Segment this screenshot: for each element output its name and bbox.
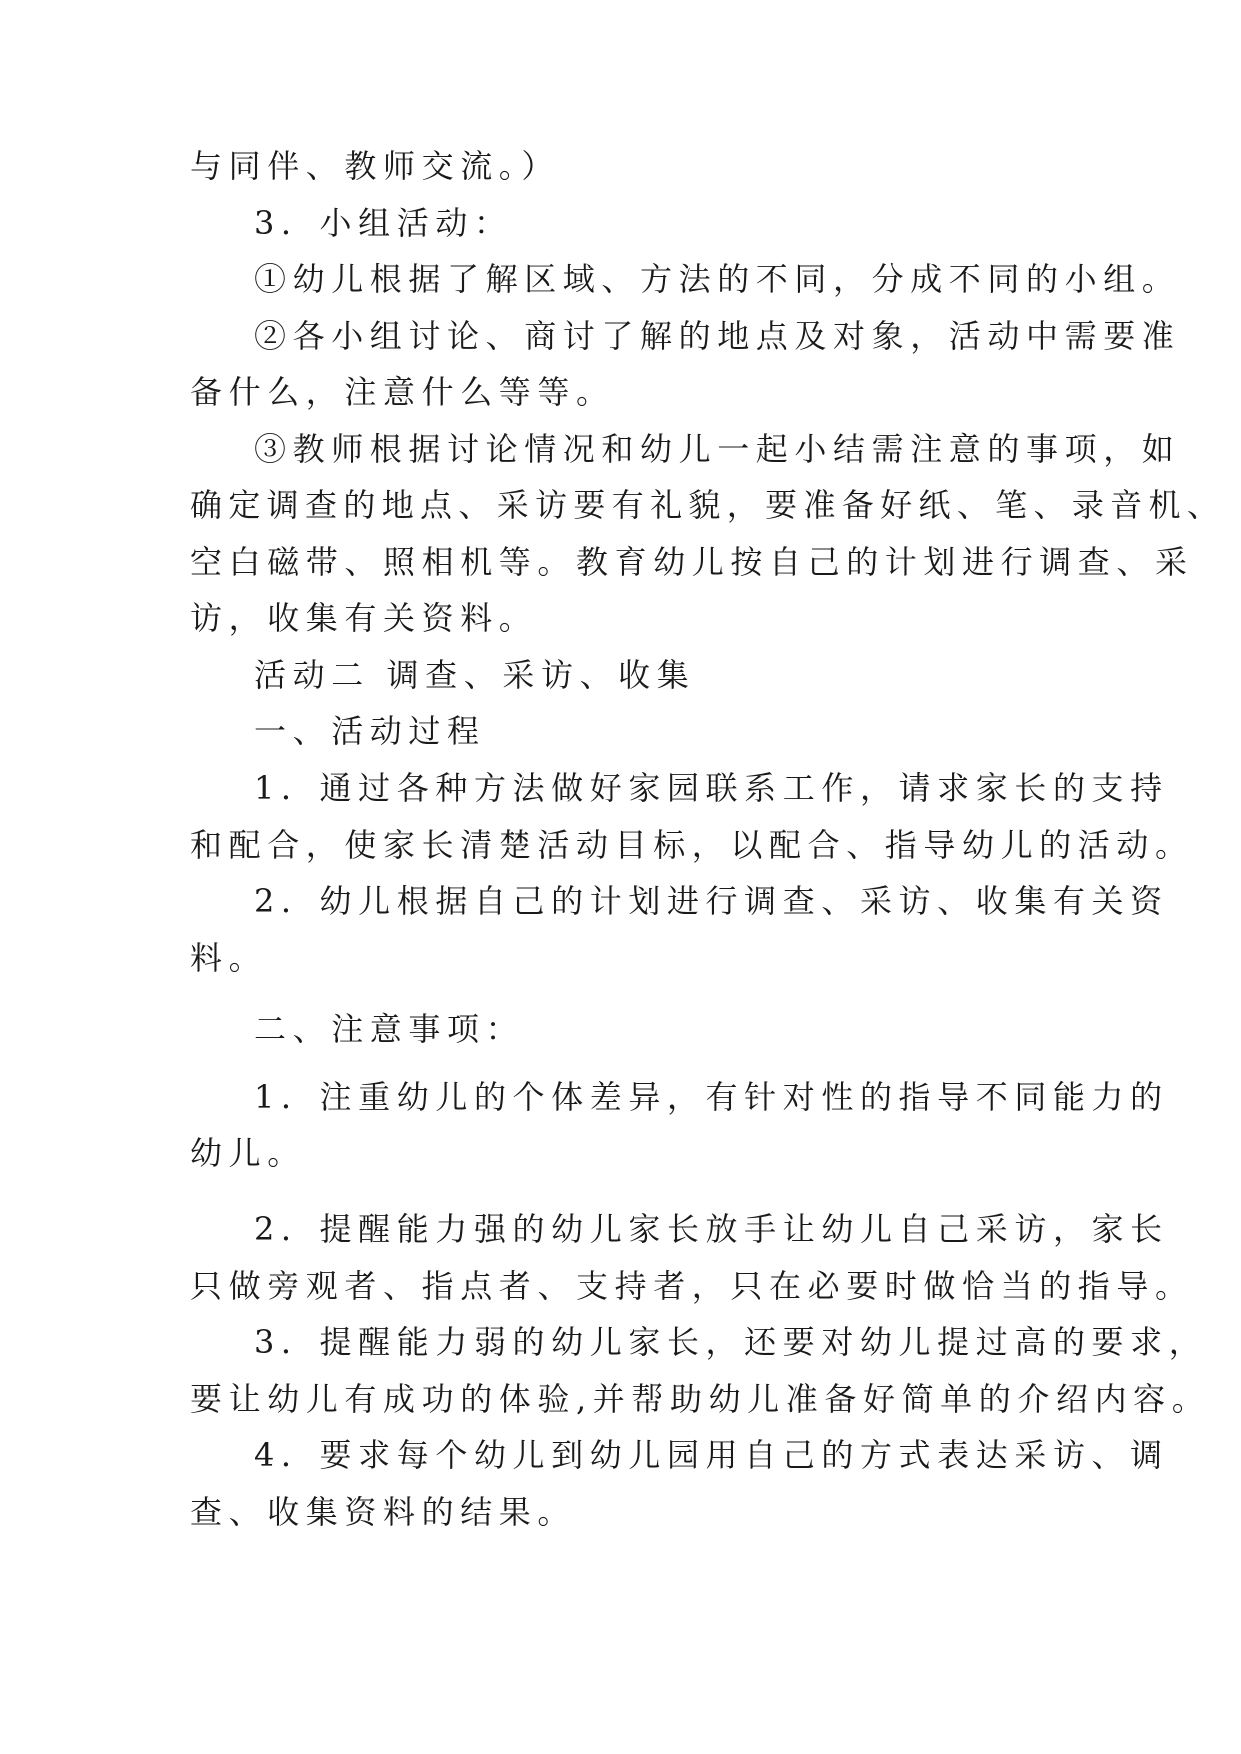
text-line: 只做旁观者、指点者、支持者，只在必要时做恰当的指导。: [190, 1267, 1194, 1305]
text-line: 和配合，使家长清楚活动目标，以配合、指导幼儿的活动。: [190, 826, 1194, 864]
text-line: 3．提醒能力弱的幼儿家长，还要对幼儿提过高的要求，: [254, 1323, 1208, 1361]
section-heading: 一、活动过程: [254, 712, 486, 750]
text-line: 确定调查的地点、采访要有礼貌，要准备好纸、笔、录音机、: [190, 486, 1226, 524]
text-line: 4．要求每个幼儿到幼儿园用自己的方式表达采访、调: [254, 1436, 1169, 1474]
text-line: 查、收集资料的结果。: [190, 1493, 577, 1531]
text-line: 空白磁带、照相机等。教育幼儿按自己的计划进行调查、采: [190, 543, 1194, 581]
text-line: 3．小组活动：: [254, 204, 513, 242]
text-line: 备什么，注意什么等等。: [190, 373, 615, 411]
text-line: 与同伴、教师交流。）: [190, 147, 561, 185]
text-line: 幼儿。: [190, 1134, 306, 1172]
section-heading: 二、注意事项：: [254, 1010, 525, 1048]
text-line: 料。: [190, 939, 268, 977]
text-line: ①幼儿根据了解区域、方法的不同，分成不同的小组。: [254, 260, 1181, 298]
text-line: ③教师根据讨论情况和幼儿一起小结需注意的事项，如: [254, 430, 1181, 468]
text-line: 2．提醒能力强的幼儿家长放手让幼儿自己采访，家长: [254, 1210, 1169, 1248]
section-heading: 活动二 调查、采访、收集: [254, 656, 696, 694]
text-line: 要让幼儿有成功的体验,并帮助幼儿准备好简单的介绍内容。: [190, 1380, 1211, 1418]
text-line: 1．注重幼儿的个体差异，有针对性的指导不同能力的: [254, 1078, 1169, 1116]
text-line: ②各小组讨论、商讨了解的地点及对象，活动中需要准: [254, 317, 1181, 355]
text-line: 访，收集有关资料。: [190, 599, 538, 637]
text-line: 1．通过各种方法做好家园联系工作，请求家长的支持: [254, 769, 1169, 807]
text-line: 2．幼儿根据自己的计划进行调查、采访、收集有关资: [254, 882, 1169, 920]
